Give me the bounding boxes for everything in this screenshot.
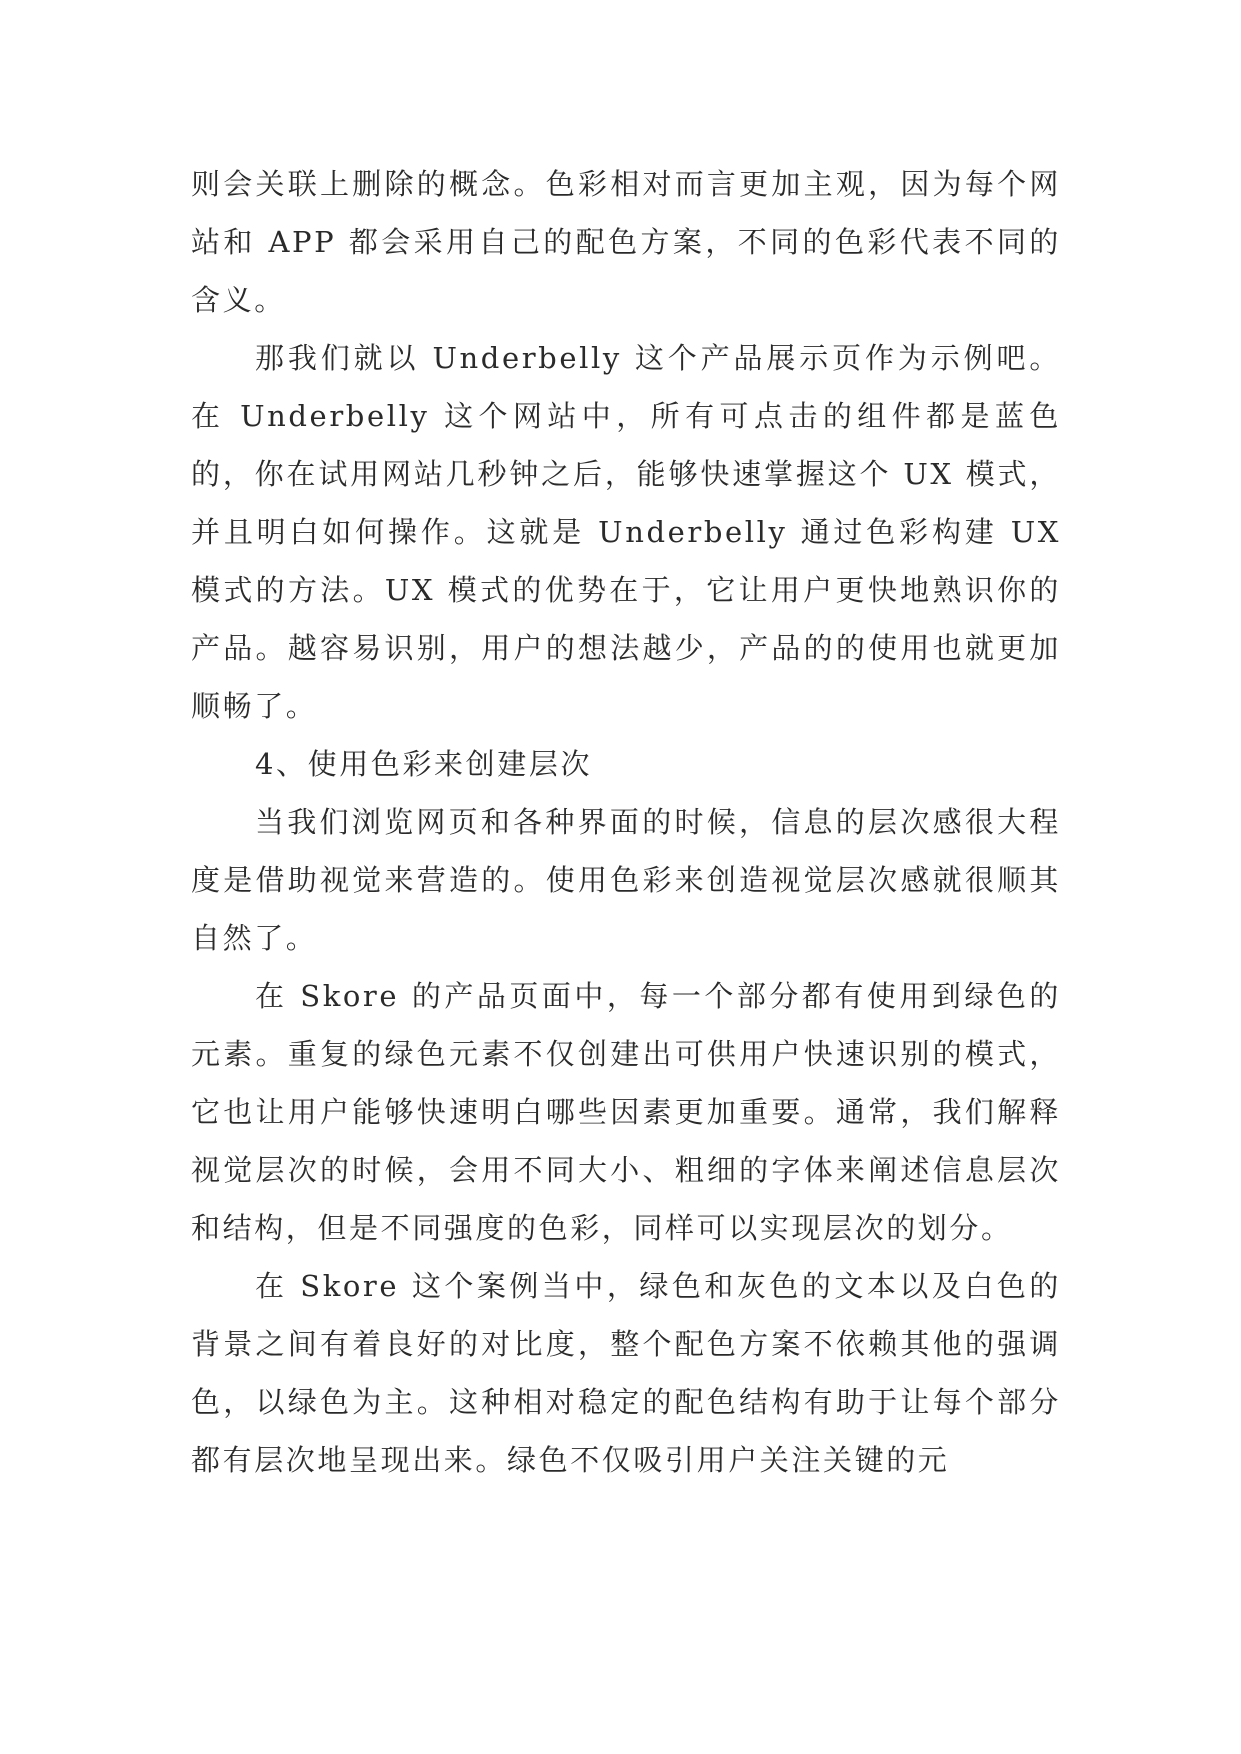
paragraph-color-meaning: 则会关联上删除的概念。色彩相对而言更加主观，因为每个网站和 APP 都会采用自己的配色方案，不同的色彩代表不同的含义。 [191, 167, 1061, 317]
section-heading-color-hierarchy: 4、使用色彩来创建层次 [255, 747, 593, 781]
document-body [191, 155, 1061, 1489]
paragraph-visual-hierarchy: 当我们浏览网页和各种界面的时候，信息的层次感很大程度是借助视觉来营造的。使用色彩来创造视觉层次感就很顺其自然了。 [191, 805, 1061, 955]
paragraph-underbelly-example: 那我们就以 Underbelly 这个产品展示页作为示例吧。在 Underbelly 这个网站中，所有可点击的组件都是蓝色的，你在试用网站几秒钟之后，能够快速掌握这个 UX 模式，并且明白如何操作。这就是 Underbelly 通过色彩构建 UX 模式的方法。UX 模式的优势在于，它让用户更快地熟识你的产品。越容易识别，用户的想法越少，产品的的使用也就更加顺畅了。 [191, 341, 1061, 723]
paragraph-skore-green-elements: 在 Skore 的产品页面中，每一个部分都有使用到绿色的元素。重复的绿色元素不仅创建出可供用户快速识别的模式，它也让用户能够快速明白哪些因素更加重要。通常，我们解释视觉层次的时候，会用不同大小、粗细的字体来阐述信息层次和结构，但是不同强度的色彩，同样可以实现层次的划分。 [191, 979, 1061, 1245]
paragraph-skore-contrast: 在 Skore 这个案例当中，绿色和灰色的文本以及白色的背景之间有着良好的对比度，整个配色方案不依赖其他的强调色，以绿色为主。这种相对稳定的配色结构有助于让每个部分都有层次地呈现出来。绿色不仅吸引用户关注关键的元 [191, 1269, 1061, 1477]
